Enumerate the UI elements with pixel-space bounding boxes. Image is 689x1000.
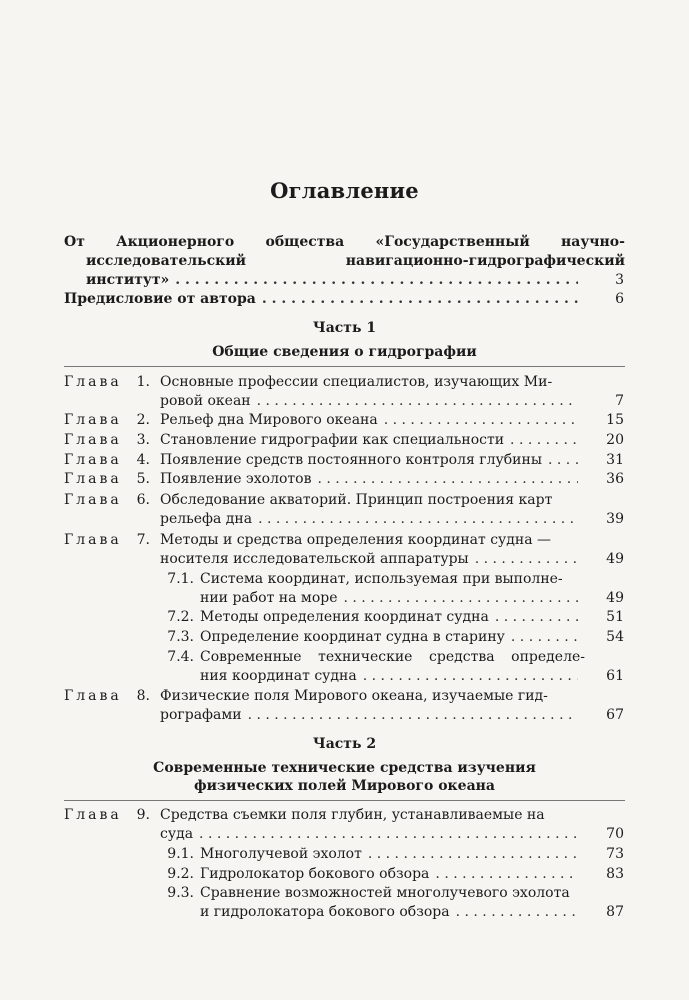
dot-leader bbox=[511, 627, 578, 647]
section-9-1-title: Многолучевой эхолот . . . bbox=[200, 844, 586, 864]
page-number: 7 bbox=[615, 393, 624, 409]
page-number: 15 bbox=[606, 412, 624, 428]
part-1-label: Часть 1 bbox=[312, 320, 377, 336]
chapter-number: 6. bbox=[136, 492, 150, 508]
toc-entry-author-preface: Предисловие от автора . . . bbox=[64, 289, 586, 309]
page-number: 39 bbox=[606, 511, 624, 527]
chapter-5-title: Появление эхолотов . . . bbox=[160, 469, 586, 489]
chapter-number: 4. bbox=[136, 452, 150, 468]
page-number: 31 bbox=[606, 452, 624, 468]
part-2-label: Часть 2 bbox=[312, 736, 377, 752]
page-number: 87 bbox=[606, 904, 624, 920]
dot-leader bbox=[368, 844, 578, 864]
toc-entry-foreword-org-line2: исследовательский навигационно-гидрографический bbox=[86, 253, 625, 269]
dot-leader bbox=[257, 391, 578, 411]
chapter-1-title-line1: Основные профессии специалистов, изучающих Ми- bbox=[160, 374, 553, 390]
section-number: 7.2. bbox=[167, 609, 194, 625]
part-2-title-line1: Современные технические средства изучения bbox=[153, 760, 536, 776]
dot-leader bbox=[384, 410, 578, 430]
page-number: 49 bbox=[606, 590, 624, 606]
chapter-number: 1. bbox=[136, 374, 150, 390]
section-number: 7.1. bbox=[167, 571, 194, 587]
page-number: 61 bbox=[606, 668, 624, 684]
toc-entry-foreword-org-line1: От Акционерного общества «Государственный научно- bbox=[64, 234, 625, 250]
chapter-label: Глава bbox=[64, 374, 122, 390]
dot-leader bbox=[495, 607, 578, 627]
dot-leader bbox=[262, 289, 578, 309]
page-number: 3 bbox=[615, 272, 624, 288]
chapter-6-title-line2: рельефа дна . . . bbox=[160, 509, 586, 529]
dot-leader bbox=[363, 666, 578, 686]
section-9-3-title-line2: и гидролокатора бокового обзора . . . bbox=[200, 902, 586, 922]
section-7-3-title: Определение координат судна в старину . . . bbox=[200, 627, 586, 647]
chapter-label: Глава bbox=[64, 412, 122, 428]
part-2-title-line2: физических полей Мирового океана bbox=[194, 778, 495, 794]
chapter-number: 3. bbox=[136, 432, 150, 448]
section-9-3-title-line1: Сравнение возможностей многолучевого эхолота bbox=[200, 885, 570, 901]
chapter-label: Глава bbox=[64, 688, 122, 704]
section-9-2-title: Гидролокатор бокового обзора . . . bbox=[200, 864, 586, 884]
chapter-label: Глава bbox=[64, 807, 122, 823]
page-number: 20 bbox=[606, 432, 624, 448]
page-title: Оглавление bbox=[270, 178, 419, 203]
chapter-label: Глава bbox=[64, 471, 122, 487]
chapter-label: Глава bbox=[64, 492, 122, 508]
dot-leader bbox=[258, 509, 578, 529]
section-7-4-title-line1: Современные технические средства определе- bbox=[200, 649, 585, 665]
toc-entry-foreword-org-line3: институт» . . . bbox=[86, 270, 586, 290]
dot-leader bbox=[475, 549, 578, 569]
chapter-label: Глава bbox=[64, 452, 122, 468]
chapter-number: 9. bbox=[136, 807, 150, 823]
dot-leader bbox=[175, 270, 578, 290]
section-number: 9.1. bbox=[167, 846, 194, 862]
section-7-4-title-line2: ния координат судна . . . bbox=[200, 666, 586, 686]
chapter-label: Глава bbox=[64, 432, 122, 448]
chapter-number: 7. bbox=[136, 532, 150, 548]
dot-leader bbox=[199, 824, 578, 844]
dot-leader bbox=[435, 864, 578, 884]
page-number: 70 bbox=[606, 826, 624, 842]
chapter-8-title-line1: Физические поля Мирового океана, изучаемые гид- bbox=[160, 688, 548, 704]
section-number: 7.4. bbox=[167, 649, 194, 665]
part-1-title: Общие сведения о гидрографии bbox=[212, 344, 477, 360]
chapter-number: 2. bbox=[136, 412, 150, 428]
chapter-8-title-line2: рографами . . . bbox=[160, 705, 586, 725]
chapter-2-title: Рельеф дна Мирового океана . . . bbox=[160, 410, 586, 430]
section-7-2-title: Методы определения координат судна . . . bbox=[200, 607, 586, 627]
section-7-1-title-line2: нии работ на море . . . bbox=[200, 588, 586, 608]
page-number: 67 bbox=[606, 707, 624, 723]
section-number: 7.3. bbox=[167, 629, 194, 645]
dot-leader bbox=[548, 450, 578, 470]
chapter-6-title-line1: Обследование акваторий. Принцип построения карт bbox=[160, 492, 553, 508]
chapter-1-title-line2: ровой океан . . . bbox=[160, 391, 586, 411]
dot-leader bbox=[248, 705, 578, 725]
page-number: 6 bbox=[615, 291, 624, 307]
chapter-3-title: Становление гидрографии как специальности . . . bbox=[160, 430, 586, 450]
dot-leader bbox=[344, 588, 579, 608]
chapter-number: 5. bbox=[136, 471, 150, 487]
page-number: 73 bbox=[606, 846, 624, 862]
chapter-9-title-line2: суда . . . bbox=[160, 824, 586, 844]
dot-leader bbox=[456, 902, 578, 922]
chapter-7-title-line2: носителя исследовательской аппаратуры . . . bbox=[160, 549, 586, 569]
dot-leader bbox=[317, 469, 578, 489]
section-number: 9.2. bbox=[167, 866, 194, 882]
page-number: 51 bbox=[606, 609, 624, 625]
page-number: 83 bbox=[606, 866, 624, 882]
page-number: 54 bbox=[606, 629, 624, 645]
chapter-9-title-line1: Средства съемки поля глубин, устанавливаемые на bbox=[160, 807, 545, 823]
divider bbox=[64, 800, 625, 801]
page-number: 49 bbox=[606, 551, 624, 567]
page-number: 36 bbox=[606, 471, 624, 487]
chapter-7-title-line1: Методы и средства определения координат судна — bbox=[160, 532, 552, 548]
chapter-4-title: Появление средств постоянного контроля глубины . . . bbox=[160, 450, 586, 470]
chapter-label: Глава bbox=[64, 532, 122, 548]
dot-leader bbox=[510, 430, 578, 450]
divider bbox=[64, 366, 625, 367]
section-number: 9.3. bbox=[167, 885, 194, 901]
chapter-number: 8. bbox=[136, 688, 150, 704]
section-7-1-title-line1: Система координат, используемая при выполне- bbox=[200, 571, 563, 587]
